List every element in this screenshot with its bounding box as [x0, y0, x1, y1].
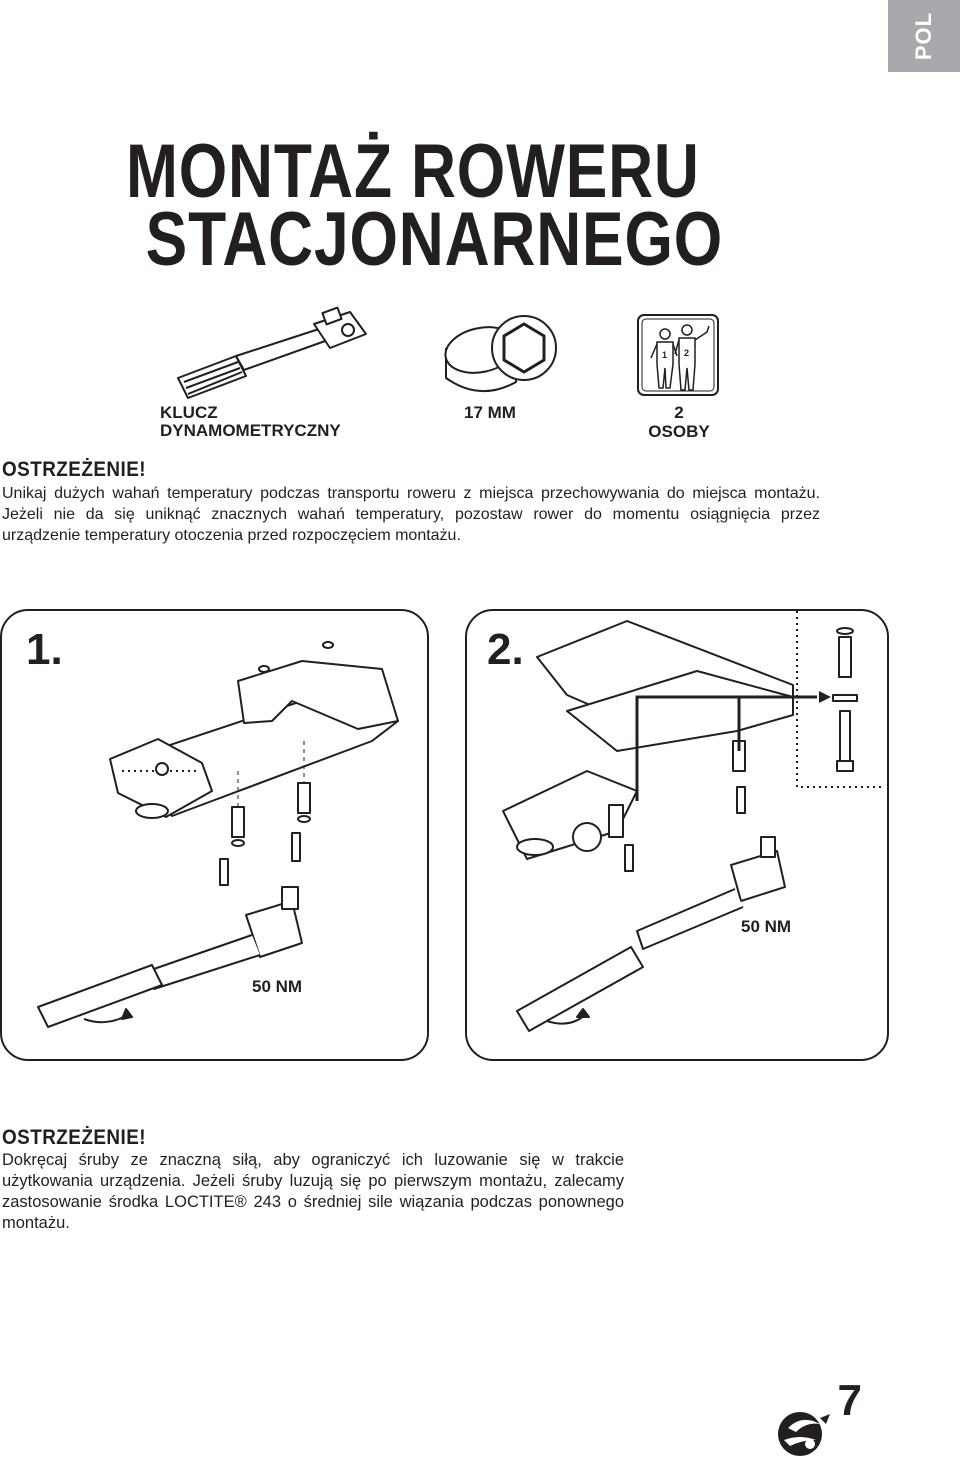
step-1-illustration	[2, 611, 424, 1055]
page-number: 7	[837, 1376, 862, 1425]
person-badge-1: 2	[684, 348, 690, 358]
step-1-number: 1.	[26, 625, 63, 674]
wrench-label: KLUCZ DYNAMOMETRYCZNY	[160, 403, 341, 440]
warning-heading-1: OSTRZEŻENIE!	[2, 458, 147, 481]
page-title	[126, 129, 724, 282]
title-line-2: STACJONARNEGO	[145, 197, 724, 282]
language-tab	[888, 0, 960, 72]
two-persons-icon	[637, 314, 719, 396]
persons-count: 2	[674, 403, 684, 422]
persons-label: OSOBY	[648, 422, 710, 441]
title-line-1: MONTAŻ ROWERU	[126, 129, 700, 214]
socket-label: 17 MM	[464, 403, 516, 422]
step-2-illustration	[467, 611, 885, 1055]
torque-wrench-icon	[174, 304, 394, 400]
warning-text-2: Dokręcaj śruby ze znaczną siłą, aby ograniczyć ich luzowanie się w trakcie użytkowania urządzenia. Jeżeli śruby luzują się po pierwszym montażu, zalecamy zastosowanie środka LOCTITE® 243 o średniej sile wiązania podczas ponownego montażu.	[2, 1151, 624, 1232]
person-badge-2: 1	[662, 350, 668, 360]
step-2-torque: 50 NM	[741, 917, 792, 936]
brand-logo-icon	[776, 1410, 832, 1458]
warning-heading-2: OSTRZEŻENIE!	[2, 1126, 147, 1149]
socket-icon	[440, 312, 560, 396]
step-2-number: 2.	[487, 625, 524, 674]
warning-text-1: Unikaj dużych wahań temperatury podczas transportu roweru z miejsca przechowywania do miejsca montażu. Jeżeli nie da się uniknąć znacznych wahań temperatury, pozostaw rower do momentu osiągnięcia przez urządzenie temperatury otoczenia przed rozpoczęciem montażu.	[2, 485, 820, 544]
language-code: POL	[911, 11, 936, 61]
step-1-torque: 50 NM	[252, 977, 303, 996]
